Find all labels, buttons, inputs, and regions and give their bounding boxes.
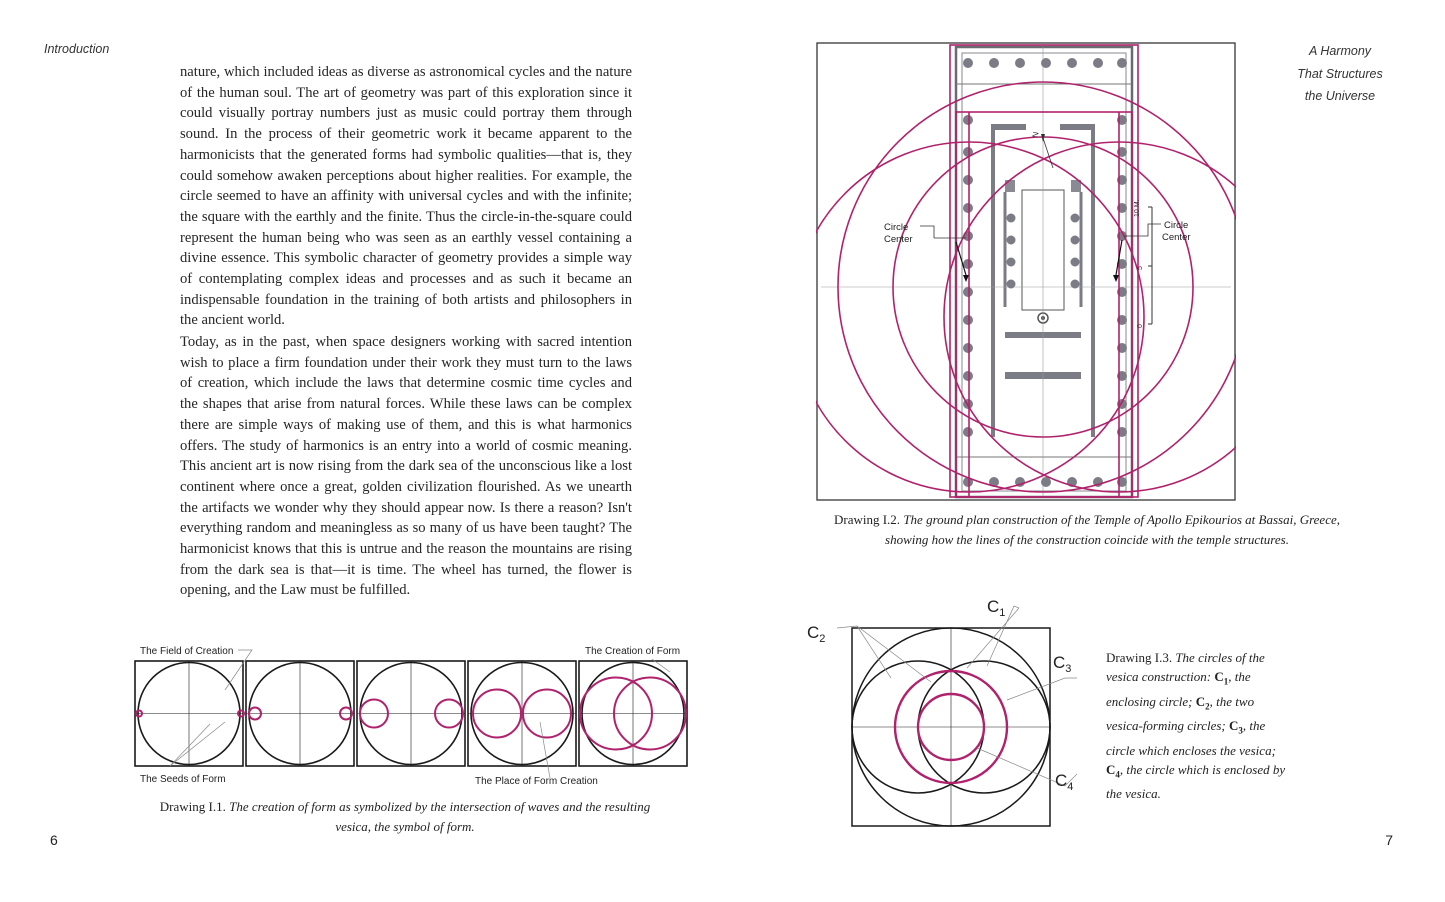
left-page [0,0,722,902]
svg-text:10 M.: 10 M. [1134,199,1141,217]
svg-text:0: 0 [1137,324,1144,328]
svg-text:Center: Center [1162,232,1191,243]
drawing1-panel-2 [246,661,354,766]
running-head-right [1265,40,1415,108]
running-head-line: That Structures [1297,66,1383,81]
running-head-line: the Universe [1304,89,1376,103]
body-paragraph-1: nature, which included ideas as diverse as astronomical cycles and the nature of the human soul. The art of geometry was part of this exploration since it could visually portray numbers just as music could portray them through sound. In the process of their geometric work it became apparent to the harmonicists that the generated forms had symbolic qualities—that is, they could somehow awaken perceptions about higher realities. For example, the circle seemed to have an affinity with universal cycles and with the infinite; the square with the earthly and the finite. Thus the circle-in-the-square could represent the human being who was seen as an earthly vessel containing a divine essence. This symbolic character of geometry provides a simple way of contemplating complex ideas and processes and as such it became an indispensable foundation in the training of both artists and philosophers in the ancient world. [180,64,632,329]
caption-drawing-2 [817,510,1357,549]
running-head-left: Introduction [44,42,110,56]
label-creation-of-form: The Creation of Form [585,646,681,657]
running-head-line: A Harmony [1308,44,1372,58]
drawing-creation-of-form [130,640,695,790]
label-c3: $C_3$ [1053,653,1072,675]
svg-text:Center: Center [884,234,913,245]
svg-text:5: 5 [1137,266,1144,270]
right-page [722,0,1445,902]
caption-text: The creation of form as symbolized by the intersection of waves and the resulting vesica, the symbol of form. [229,799,651,834]
caption-drawing-1 [150,797,660,836]
drawing1-panel-1 [135,661,243,766]
caption-label: Drawing I.2. [833,512,901,527]
drawing-vesica-construction [807,590,1097,835]
page-number-right: 7 [1385,832,1393,848]
drawing1-panel-5 [579,661,687,766]
drawing1-panel-3 [357,661,465,766]
caption-text: The ground plan construction of the Temple of Apollo Epikourios at Bassai, Greece, showing how the lines of the construction coincide with the temple structures. [885,512,1340,547]
label-field-of-creation: The Field of Creation [140,646,234,657]
caption-text: The circles of the vesica construction: $C_1$, the enclosing circle; $C_2$, the two vesica-forming circles; $C_3$, the circle which encloses the vesica; $C_4$, the circle which is enclosed by the vesica. [1106,650,1286,802]
caption-label: Drawing I.1. [159,799,226,814]
body-paragraph-2: Today, as in the past, when space designers working with sacred intention wish to place a firm foundation under their work they must turn to the laws of creation, which include the laws that determine cosmic time cycles and the shapes that arise from natural forces. While these laws can be complex there are simple ways of making use of them, and this is what harmonics offers. The study of harmonics is an entry into a world of cosmic meaning. This ancient art is now rising from the dark sea of the unconscious like a lost continent where once a great, golden civilization flourished. As we unearth the artifacts we wonder why they should appear now. Is there a reason? Isn't everything random and meaningless as so many of us have been taught? The harmonicist knows that this is untrue and the reason the mountains are rising from the dark sea is that—it is time. The wheel has turned, the flower is opening, and the Law must be fulfilled. [180,334,632,599]
label-c4: $C_4$ [1055,771,1074,793]
svg-text:N: N [1030,131,1041,139]
caption-label: Drawing I.3. [1106,650,1173,665]
label-c1: $C_1$ [987,597,1006,619]
page-number-left: 6 [50,832,58,848]
label-c2: $C_2$ [807,623,826,645]
svg-text:Circle: Circle [1164,220,1189,231]
drawing-temple-plan [816,42,1236,502]
label-place-of-form-creation: The Place of Form Creation [475,776,598,787]
label-seeds-of-form: The Seeds of Form [140,774,226,785]
caption-drawing-3 [1106,648,1286,803]
svg-text:Circle: Circle [884,222,909,233]
